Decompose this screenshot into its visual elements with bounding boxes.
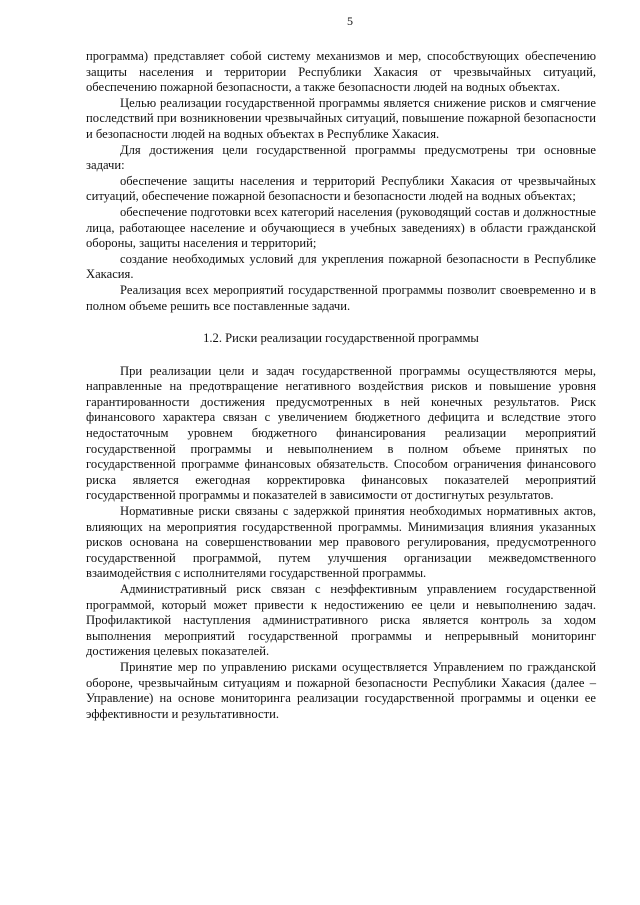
paragraph: Для достижения цели государственной программы предусмотрены три основные задачи: — [86, 142, 596, 173]
body-bottom — [86, 364, 596, 723]
paragraph: программа) представляет собой систему механизмов и мер, способствующих обеспечению защиты населения и территории Республики Хакасия от чрезвычайных ситуаций, обеспечению пожарной безопасности, а также безопасности людей на водных объектах. — [86, 49, 596, 95]
body-top — [86, 49, 596, 314]
list-item: обеспечение защиты населения и территорий Республики Хакасия от чрезвычайных ситуаций, обеспечение пожарной безопасности и безопасности людей на водных объектах; — [86, 173, 596, 204]
section-heading: 1.2. Риски реализации государственной программы — [203, 331, 479, 346]
paragraph: При реализации цели и задач государственной программы осуществляются меры, направленные на предотвращение негативного воздействия рисков и повышение уровня гарантированности достижения предусмотренных в ней конечных результатов. Риск финансового характера связан с увеличением бюджетного дефицита и вследствие этого недостаточным уровнем бюджетного финансирования реализации мероприятий государственной программы и невыполнением в полном объеме принятых по государственной программе финансовых обязательств. Способом ограничения финансового риска является ежегодная корректировка финансовых показателей мероприятий государственной программы и показателей в зависимости от достигнутых результатов. — [86, 363, 596, 503]
paragraph: Реализация всех мероприятий государственной программы позволит своевременно и в полном объеме решить все поставленные задачи. — [86, 282, 596, 313]
paragraph: Административный риск связан с неэффективным управлением государственной программой, который может привести к недостижению ее цели и невыполнению задач. Профилактикой наступления административного риска является контроль за ходом выполнения мероприятий государственной программы и непрерывный мониторинг достижения целевых показателей. — [86, 582, 596, 659]
page-number: 5 — [347, 14, 353, 28]
paragraph: Нормативные риски связаны с задержкой принятия необходимых нормативных актов, влияющих на мероприятия государственной программы. Минимизация влияния указанных рисков основана на совершенствовании мер правового регулирования, предусмотренного государственной программой, путем улучшения организации межведомственного взаимодействия с исполнителями государственной программы. — [86, 504, 596, 581]
list-item: обеспечение подготовки всех категорий населения (руководящий состав и должностные лица, работающее население и обучающиеся в учебных заведениях) в области гражданской обороны, защиты населения и территорий; — [86, 204, 596, 251]
paragraph: Принятие мер по управлению рисками осуществляется Управлением по гражданской обороне, чрезвычайным ситуациям и пожарной безопасности Республики Хакасия (далее – Управление) на основе мониторинга реализации государственной программы и оценки ее эффективности и результативности. — [86, 659, 596, 721]
list-item: создание необходимых условий для укрепления пожарной безопасности в Республике Хакасия. — [86, 251, 596, 282]
paragraph: Целью реализации государственной программы является снижение рисков и смягчение последствий при возникновении чрезвычайных ситуаций, повышение пожарной безопасности и безопасности людей на водных объектах в Республике Хакасия. — [86, 95, 596, 141]
